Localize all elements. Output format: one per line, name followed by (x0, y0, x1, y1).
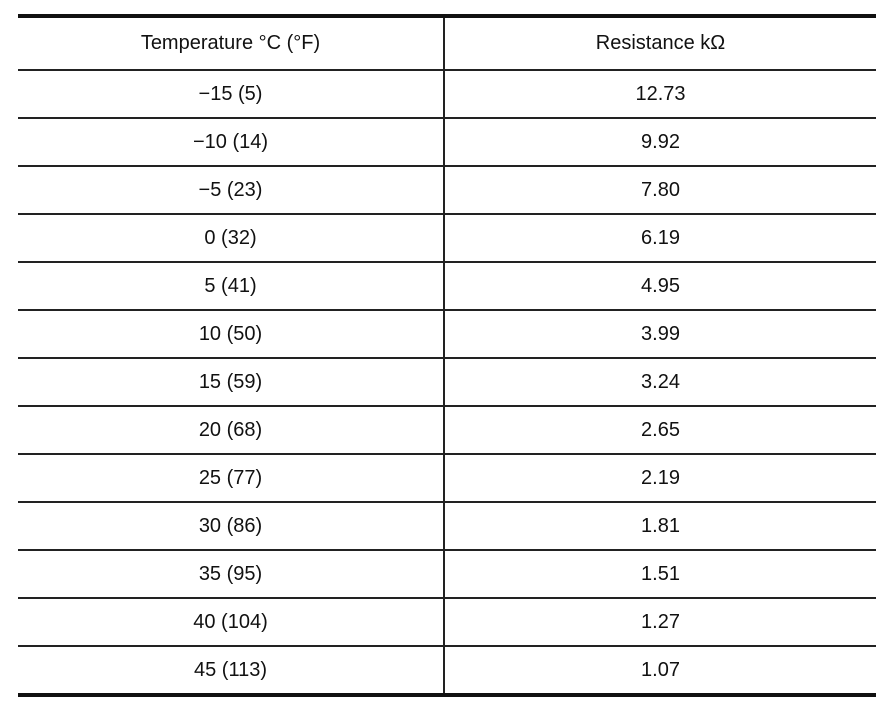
resistance-column-header: Resistance kΩ (444, 18, 876, 70)
table-row (18, 550, 876, 598)
temperature-cell: 5 (41) (18, 262, 444, 310)
table-row (18, 406, 876, 454)
resistance-cell: 1.27 (444, 598, 876, 646)
temperature-cell: −10 (14) (18, 118, 444, 166)
resistance-cell: 7.80 (444, 166, 876, 214)
temperature-cell: 20 (68) (18, 406, 444, 454)
resistance-cell: 1.81 (444, 502, 876, 550)
table-row (18, 646, 876, 693)
resistance-cell: 4.95 (444, 262, 876, 310)
temperature-column-header: Temperature °C (°F) (18, 18, 444, 70)
table-row (18, 358, 876, 406)
resistance-cell: 2.65 (444, 406, 876, 454)
resistance-cell: 1.07 (641, 658, 680, 681)
table-header-row (18, 18, 876, 70)
table-row (18, 118, 876, 166)
temperature-cell: 25 (77) (18, 454, 444, 502)
temperature-cell: 35 (95) (18, 550, 444, 598)
resistance-cell: 12.73 (444, 70, 876, 118)
resistance-table-container (18, 14, 876, 697)
temperature-cell: 40 (104) (18, 598, 444, 646)
resistance-cell: 9.92 (444, 118, 876, 166)
table-row (18, 454, 876, 502)
resistance-cell: 2.19 (444, 454, 876, 502)
temperature-cell: −5 (23) (18, 166, 444, 214)
table-row (18, 262, 876, 310)
temperature-cell: −15 (5) (18, 70, 444, 118)
table-row (18, 214, 876, 262)
resistance-cell: 3.99 (444, 310, 876, 358)
table-row (18, 70, 876, 118)
temperature-cell: 30 (86) (18, 502, 444, 550)
temperature-cell: 0 (32) (18, 214, 444, 262)
resistance-cell: 1.51 (444, 550, 876, 598)
resistance-cell: 6.19 (444, 214, 876, 262)
temperature-cell: 15 (59) (18, 358, 444, 406)
table-row (18, 502, 876, 550)
temperature-cell: 10 (50) (18, 310, 444, 358)
resistance-cell: 3.24 (444, 358, 876, 406)
table-row (18, 310, 876, 358)
table-row (18, 166, 876, 214)
table-row (18, 598, 876, 646)
resistance-table (18, 18, 876, 693)
temperature-cell: 45 (113) (18, 646, 444, 693)
